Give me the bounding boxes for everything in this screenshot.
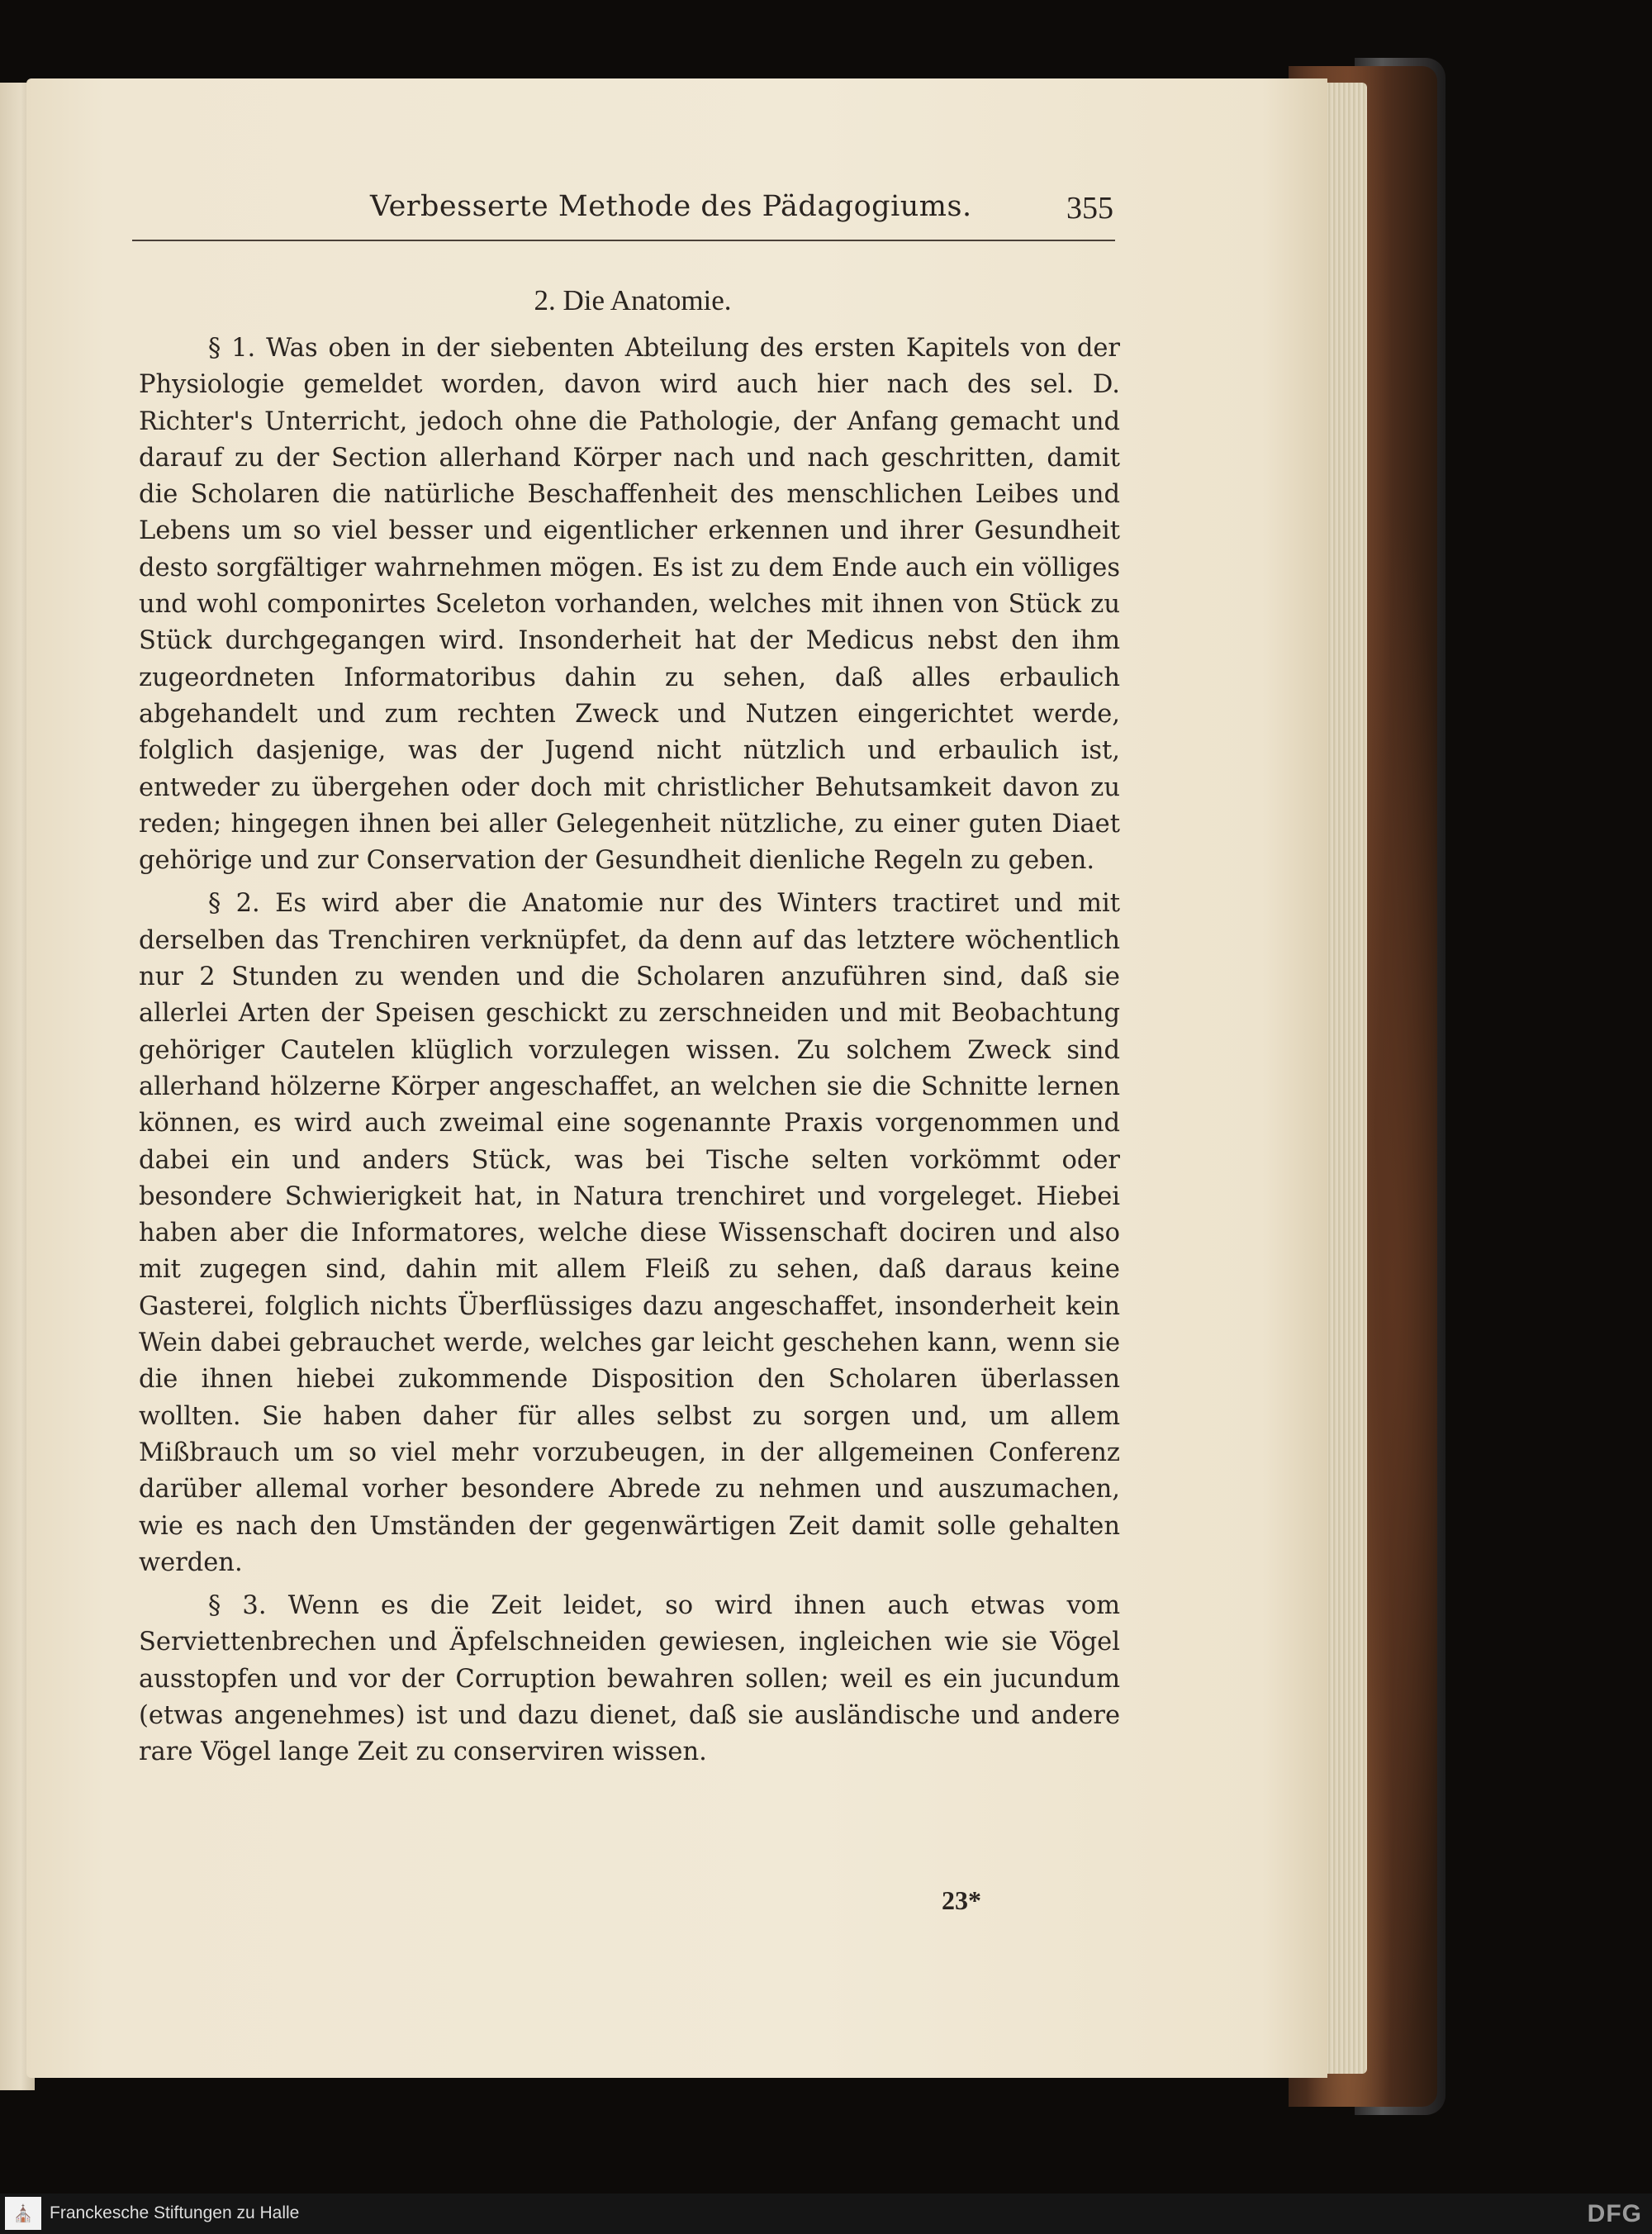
- section-title: 2. Die Anatomie.: [534, 284, 732, 316]
- institution-name: Franckesche Stiftungen zu Halle: [50, 2203, 300, 2222]
- paragraph-3: § 3. Wenn es die Zeit leidet, so wird ihnen auch etwas vom Serviettenbrechen und Äpfelschneiden gewiesen, ingleichen wie sie Vögel ausstopfen und vor der Corruption bewahren sollen; weil es ein jucundum (etwas angenehmes) ist und dazu dienet, daß sie ausländische und andere rare Vögel lange Zeit zu conserviren wissen.: [139, 1591, 1120, 1767]
- viewer-footer: [0, 2194, 1652, 2234]
- running-title: Verbesserte Methode des Pädagogiums.: [370, 190, 972, 223]
- page-header: [116, 183, 1117, 236]
- paragraph-1: § 1. Was oben in der siebenten Abteilung des ersten Kapitels von der Physiologie gemeldet worden, davon wird auch hier nach des sel. D. Richter's Unterricht, jedoch ohne die Pathologie, der Anfang gemacht und darauf zu der Section allerhand Körper nach und nach geschritten, damit die Scholaren die natürliche Beschaffenheit des menschlichen Leibes und Lebens um so viel besser und eigentlicher erkennen und ihrer Gesundheit desto sorgfältiger wahrnehmen mögen. Es ist zu dem Ende auch ein völliges und wohl componirtes Sceleton vorhanden, welches mit ihnen von Stück zu Stück durchgegangen wird. Insonderheit hat der Medicus nebst den ihm zugeordneten Informatoribus dahin zu sehen, daß alles erbaulich abgehandelt und zum rechten Zweck und Nutzen eingerichtet werde, folglich dasjenige, was der Jugend nicht nützlich und erbaulich ist, entweder zu übergehen oder doch mit christlicher Behutsamkeit davon zu reden; hingegen ihnen bei aller Gelegenheit nützliche, zu einer guten Diaet gehörige und zur Conservation der Gesundheit dienliche Regeln zu geben.: [139, 334, 1120, 876]
- paragraph-2: § 2. Es wird aber die Anatomie nur des Winters tractiret und mit derselben das Trenchiren verknüpfet, da denn auf das letztere wöchentlich nur 2 Stunden zu wenden und die Scholaren anzuführen sind, daß sie allerlei Arten der Speisen geschickt zu zerschneiden und mit Beobachtung gehöriger Cautelen klüglich vorzulegen wissen. Zu solchem Zweck sind allerhand hölzerne Körper angeschaffet, an welchen sie die Schnitte lernen können, es wird auch zweimal eine sogenannte Praxis vorgenommen und dabei ein und anders Stück, was bei Tische selten vorkömmt oder besondere Schwierigkeit hat, in Natura trenchiret und vorgeleget. Hiebei haben aber die Informatores, welche diese Wissenschaft dociren und also mit zugegen sind, dahin mit allem Fleiß zu sehen, daß daraus keine Gasterei, folglich nichts Überflüssiges dazu angeschaffet, insonderheit kein Wein dabei gebrauchet werde, welches gar leicht geschehen kann, wenn sie die ihnen hiebei zukommende Disposition den Scholaren überlassen wollten. Sie haben daher für alles selbst zu sorgen und, um allem Mißbrauch um so viel mehr vorzubeugen, in der allgemeinen Conferenz darüber allemal vorher besondere Abrede zu nehmen und auszumachen, wie es nach den Umständen der gegenwärtigen Zeit damit solle gehalten werden.: [139, 889, 1120, 1577]
- body-text: [139, 330, 1120, 1778]
- dfg-logo: DFG: [1587, 2200, 1642, 2227]
- signature-mark: 23*: [942, 1885, 981, 1915]
- institution-logo-icon: ⛪: [5, 2197, 41, 2230]
- page-number: 355: [1066, 191, 1113, 226]
- header-rule: [132, 240, 1115, 241]
